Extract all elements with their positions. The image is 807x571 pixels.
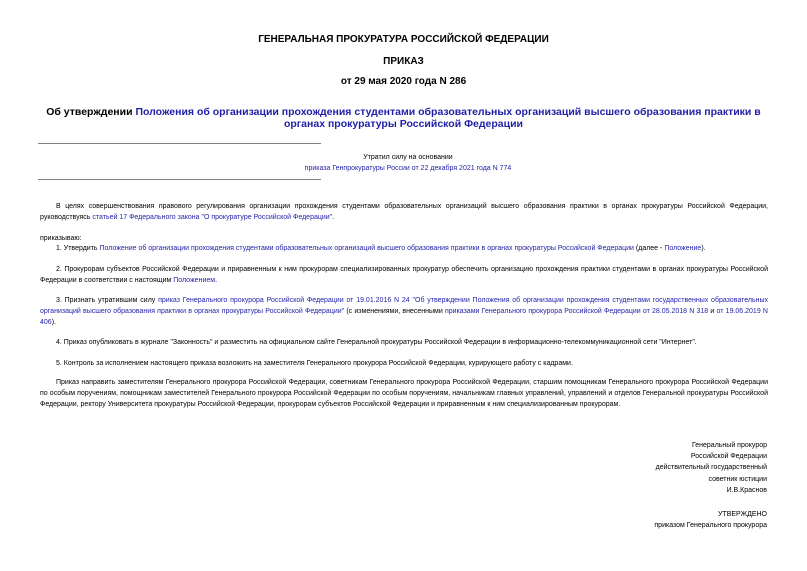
org-heading: ГЕНЕРАЛЬНАЯ ПРОКУРАТУРА РОССИЙСКОЙ ФЕДЕРАЦИИ <box>258 34 549 45</box>
status-note-text: Утратил силу на основании <box>363 154 453 161</box>
item-3-mid2: и <box>708 308 717 315</box>
law-article-link[interactable]: статьей 17 Федерального закона "О прокуратуре Российской Федерации" <box>92 214 333 221</box>
item-3-order-link[interactable]: приказ Генерального прокурора Российской Федерации от 19.01.2016 N 24 "Об утверждении Положения об организации прохождения студентами государственных образовательных организаций высшего образования практики в органах прокуратуры Российской Федерации" <box>40 297 768 315</box>
signature-name: И.В.Краснов <box>726 486 767 494</box>
preamble-end: . <box>332 214 335 221</box>
item-1-short-link[interactable]: Положение <box>664 245 702 252</box>
title-regulation-link[interactable]: Положения об организации прохождения студентами образовательных организаций высшего образования практики в органах прокуратуры Российской Федерации <box>135 106 761 130</box>
signature-rank-2: советник юстиции <box>708 475 767 483</box>
item-2-pre: 2. Прокурорам субъектов Российской Федерации и приравненным к ним прокурорам специализированных прокуратур обеспечить организацию прохождения практики студентами в органах прокуратуры Российской Федерации в соответствии с настоящим <box>40 266 768 284</box>
item-4-paragraph: 4. Приказ опубликовать в журнале "Законность" и разместить на официальном сайте Генеральной прокуратуры Российской Федерации в информационно-телекоммуникационной сети "Интернет". <box>56 339 697 346</box>
item-1-regulation-link[interactable]: Положение об организации прохождения студентами образовательных организаций высшего образования практики в органах прокуратуры Российской Федерации <box>99 245 634 252</box>
approved-label: УТВЕРЖДЕНО <box>717 511 767 518</box>
item-3-post: ). <box>51 319 56 326</box>
item-5-paragraph: 5. Контроль за исполнением настоящего приказа возложить на заместителя Генерального прокурора Российской Федерации, курирующего работу с кадрами. <box>56 360 573 367</box>
item-1-post: ). <box>701 245 706 252</box>
status-note-link[interactable]: приказа Генпрокуратуры России от 22 декабря 2021 года N 774 <box>304 165 512 172</box>
approved-block <box>507 509 767 531</box>
signature-position: Генеральный прокурор <box>691 442 767 449</box>
item-3-mid: (с изменениями, внесенными <box>344 308 445 315</box>
item-2-regulation-link[interactable]: Положением <box>173 277 216 284</box>
date-number-heading: от 29 мая 2020 года N 286 <box>340 76 467 87</box>
title-prefix: Об утверждении <box>46 106 136 118</box>
item-3-amend-link-2[interactable]: от 19.06.2019 N 406 <box>40 308 768 326</box>
doc-type-heading: ПРИКАЗ <box>383 56 424 67</box>
divider-top <box>38 143 321 144</box>
preamble-text: В целях совершенствования правового регулирования организации прохождения студентами образовательных организаций высшего образования практики в органах прокуратуры Российской Федерации, руководствуясь <box>40 203 768 221</box>
order-word: приказываю: <box>40 235 82 242</box>
divider-bottom <box>38 179 321 180</box>
document-title <box>45 106 762 130</box>
approved-by: приказом Генерального прокурора <box>654 522 767 530</box>
item-3-amend-link-1[interactable]: приказами Генерального прокурора Российской Федерации от 28.05.2018 N 318 <box>444 308 709 315</box>
preamble-paragraph <box>40 201 768 223</box>
signature-country: Российской Федерации <box>690 453 767 461</box>
signature-block <box>507 440 767 496</box>
status-note <box>38 152 778 174</box>
item-6-paragraph: Приказ направить заместителям Генерального прокурора Российской Федерации, советникам Генерального прокурора Российской Федерации, старшим помощникам Генерального прокурора Российской Федерации по особым поручениям, помощникам заместителей Генерального прокурора Российской Федерации по особым поручениям, начальникам главных управлений, управлений и отделов Генеральной прокуратуры Российской Федерации, ректору Университета прокуратуры Российской Федерации, прокурорам субъектов Российской Федерации и приравненным к ним специализированным прокурорам. <box>40 379 768 408</box>
item-2-paragraph <box>40 264 768 286</box>
item-3-pre: 3. Признать утратившим силу <box>56 297 159 304</box>
item-1-pre: 1. Утвердить <box>56 245 100 252</box>
item-3-paragraph <box>40 295 768 328</box>
item-1-mid: (далее - <box>633 245 665 252</box>
signature-rank-1: действительный государственный <box>655 464 767 472</box>
item-2-post: . <box>215 277 218 284</box>
item-1-paragraph <box>40 243 768 254</box>
